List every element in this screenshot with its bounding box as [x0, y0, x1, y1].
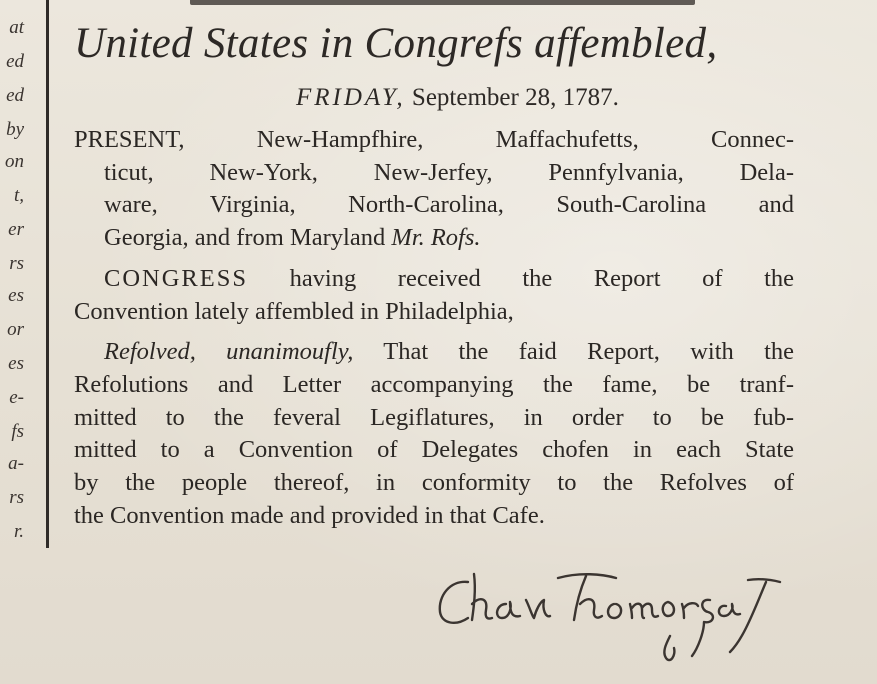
line-text: That the faid Report, with the: [383, 338, 795, 366]
fragment-text: at: [9, 17, 24, 38]
top-rule: [190, 0, 695, 5]
fragment-text: es: [8, 285, 24, 306]
paragraph-line: by the people thereof, in conformity to the Refolves of: [74, 469, 794, 497]
fragment-text: r.: [13, 521, 24, 542]
fragment-text: e-: [9, 387, 24, 408]
paragraph-line: PRESENT, New-Hampfhire, Maffachufetts, Connec-: [74, 126, 794, 153]
fragment-text: or: [7, 319, 24, 340]
congress-paragraph: [74, 263, 794, 328]
fragment-text: ed: [6, 85, 24, 106]
paragraph-line: [74, 263, 794, 296]
fragment-text: fs: [11, 421, 24, 442]
fragment-text: on: [5, 151, 24, 172]
fragment-text: er: [8, 219, 24, 240]
fragment-text: rs: [9, 253, 24, 274]
paragraph-line: mitted to the feveral Legiflatures, in order to be fub-: [74, 403, 794, 431]
dateline-date: September 28, 1787.: [411, 84, 619, 111]
headline: United States in Congrefs affembled,: [74, 20, 718, 67]
article: [74, 16, 794, 532]
delegate-name: Mr. Rofs.: [391, 224, 481, 252]
paragraph-line: ware, Virginia, North-Carolina, South-Carolina and: [104, 191, 794, 219]
dateline-day: FRIDAY,: [296, 84, 406, 111]
line-text: having received the Report of the: [289, 264, 794, 292]
resolved-paragraph: [74, 336, 794, 532]
fragment-text: a-: [8, 453, 24, 474]
fragment-text: es: [8, 353, 24, 374]
paragraph-line: [74, 336, 794, 369]
adjacent-column-fragments: [0, 17, 24, 542]
fragment-text: t,: [13, 185, 24, 206]
paragraph-line: mitted to a Convention of Delegates chofen in each State: [74, 436, 794, 464]
present-paragraph: [74, 124, 794, 255]
congress-lead: CONGRESS: [104, 264, 248, 292]
dateline: [74, 82, 794, 116]
fragment-text: rs: [9, 487, 24, 508]
paragraph-line: Refolutions and Letter accompanying the fame, be tranf-: [74, 370, 794, 398]
resolved-lead: Refolved, unanimoufly,: [104, 338, 354, 366]
fragment-text: ed: [6, 51, 24, 72]
paragraph-line: [74, 222, 794, 255]
handwritten-signature: [430, 560, 795, 675]
column-rule: [46, 0, 49, 548]
paragraph-line: Convention lately affembled in Philadelphia,: [74, 297, 514, 325]
paragraph-line: ticut, New-York, New-Jerfey, Pennfylvania, Dela-: [104, 158, 794, 186]
paragraph-line: the Convention made and provided in that Cafe.: [74, 501, 545, 529]
fragment-text: by: [6, 119, 24, 140]
line-text: Georgia, and from Maryland: [104, 224, 386, 252]
